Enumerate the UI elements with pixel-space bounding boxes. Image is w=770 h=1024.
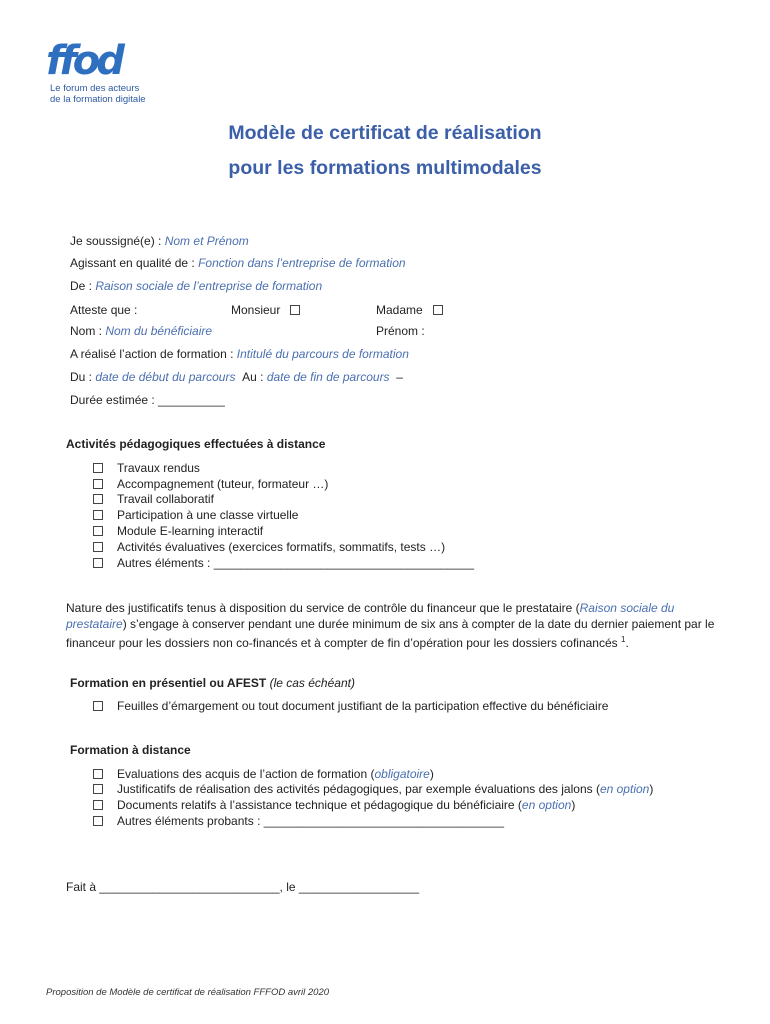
qualite-label: Agissant en qualité de : (70, 256, 199, 270)
activite-item[interactable]: Activités évaluatives (exercices formatifs, sommatifs, tests …) (93, 539, 445, 555)
checkbox[interactable] (93, 463, 103, 473)
activite-item[interactable]: Autres éléments : _______________________________________ (93, 555, 474, 571)
monsieur-checkbox[interactable] (290, 305, 300, 315)
checkbox[interactable] (93, 769, 103, 779)
atteste-label: Atteste que : (70, 303, 138, 317)
checkbox[interactable] (93, 542, 103, 552)
presentiel-item[interactable]: Feuilles d’émargement ou tout document justifiant de la participation effective du bénéficiaire (93, 698, 608, 714)
de-label: De : (70, 279, 96, 293)
nom-row (70, 323, 212, 339)
du-label: Du : (70, 370, 96, 384)
nature-paragraph: Nature des justificatifs tenus à disposition du service de contrôle du financeur que le prestataire (Raison sociale du prestataire) s’engage à conserver pendant une durée minimum de six ans à compter de la date du dernier paiement par le financeur pour les dossiers non co-financés et à compter de fin d’opération pour les dossiers cofinancés $^1$. (66, 601, 715, 650)
de-field[interactable]: Raison sociale de l’entreprise de formation (95, 279, 323, 293)
du-field[interactable]: date de début du parcours (95, 370, 236, 384)
action-label: A réalisé l’action de formation : (70, 347, 237, 361)
distance-item[interactable]: Autres éléments probants : ____________________________________ (93, 813, 504, 829)
logo-tagline-1: Le forum des acteurs (50, 83, 140, 94)
logo-mark: ffod (46, 38, 121, 84)
checkbox[interactable] (93, 526, 103, 536)
checkbox[interactable] (93, 510, 103, 520)
au-field[interactable]: date de fin de parcours (266, 370, 390, 384)
checkbox[interactable] (93, 816, 103, 826)
page-title-line2: pour les formations multimodales (228, 157, 542, 179)
checkbox[interactable] (93, 479, 103, 489)
distance-item[interactable]: Documents relatifs à l’assistance technique et pédagogique du bénéficiaire (en option) (93, 797, 575, 813)
activite-item[interactable]: Module E-learning interactif (93, 523, 263, 539)
ffod-logo (46, 38, 121, 84)
qualite-row (70, 255, 406, 271)
signature-line[interactable]: Fait à ___________________________, le __________________ (66, 880, 420, 894)
monsieur-option[interactable] (231, 302, 300, 318)
checkbox[interactable] (93, 800, 103, 810)
prenom-label: Prénom : (376, 324, 425, 338)
distance-item[interactable]: Justificatifs de réalisation des activités pédagogiques, par exemple évaluations des jalons (en option) (93, 781, 653, 797)
soussigne-field[interactable]: Nom et Prénom (164, 234, 249, 248)
distance-heading: Formation à distance (70, 743, 191, 757)
presentiel-heading: Formation en présentiel ou AFEST (le cas échéant) (70, 676, 355, 690)
activite-item[interactable]: Travaux rendus (93, 460, 200, 476)
prestataire-field[interactable]: Raison sociale du prestataire (66, 601, 675, 631)
checkbox[interactable] (93, 784, 103, 794)
au-label: Au : (242, 370, 267, 384)
qualite-field[interactable]: Fonction dans l’entreprise de formation (198, 256, 406, 270)
footer-note: Proposition de Modèle de certificat de réalisation FFFOD avril 2020 (46, 987, 330, 998)
nom-field[interactable]: Nom du bénéficiaire (105, 324, 213, 338)
de-row (70, 278, 322, 294)
dates-row (70, 369, 403, 385)
soussigne-row (70, 233, 249, 249)
logo-tagline-2: de la formation digitale (50, 94, 146, 105)
madame-label: Madame (376, 303, 423, 317)
activites-heading: Activités pédagogiques effectuées à distance (66, 437, 326, 451)
activite-item[interactable]: Accompagnement (tuteur, formateur …) (93, 476, 328, 492)
action-field[interactable]: Intitulé du parcours de formation (236, 347, 409, 361)
monsieur-label: Monsieur (231, 303, 281, 317)
nom-label: Nom : (70, 324, 106, 338)
action-row (70, 346, 409, 362)
activite-item[interactable]: Travail collaboratif (93, 491, 214, 507)
madame-option[interactable] (376, 302, 443, 318)
footnote-ref: 1 (620, 635, 626, 644)
checkbox[interactable] (93, 701, 103, 711)
checkbox[interactable] (93, 558, 103, 568)
checkbox[interactable] (93, 494, 103, 504)
duree-field[interactable]: Durée estimée : __________ (70, 393, 225, 407)
page-title-line1: Modèle de certificat de réalisation (228, 122, 542, 144)
madame-checkbox[interactable] (433, 305, 443, 315)
au-dash: – (396, 370, 403, 384)
soussigne-label: Je soussigné(e) : (70, 234, 165, 248)
activite-item[interactable]: Participation à une classe virtuelle (93, 507, 298, 523)
distance-item[interactable]: Evaluations des acquis de l’action de formation (obligatoire) (93, 766, 434, 782)
